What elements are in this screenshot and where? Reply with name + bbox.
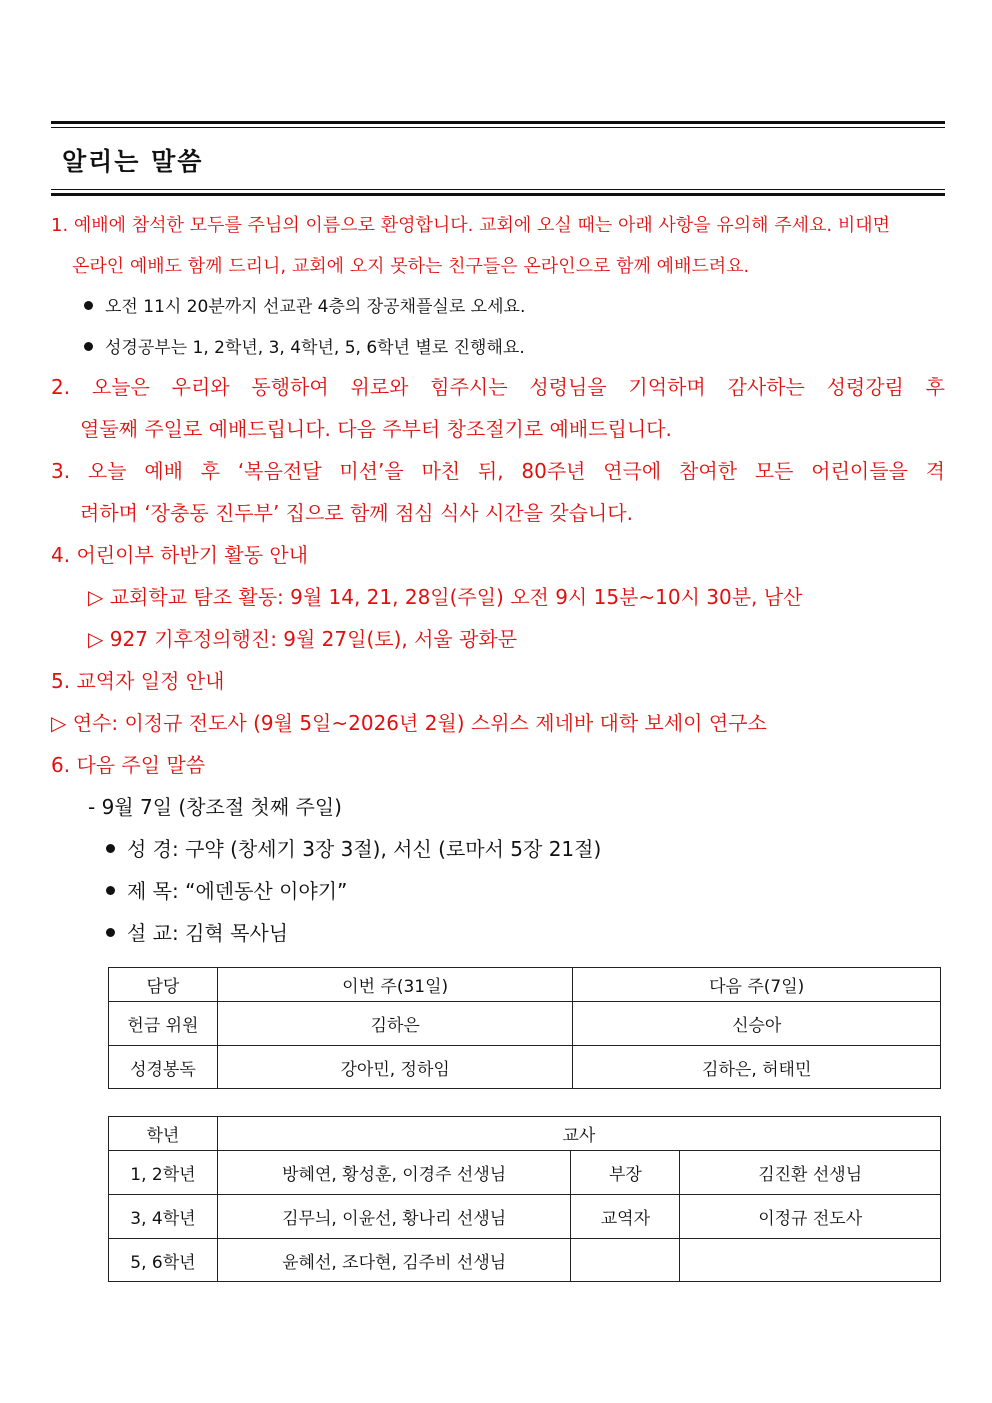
top-rule-thick bbox=[51, 121, 945, 124]
teacher-header-grade: 학년 bbox=[109, 1117, 218, 1151]
bullet-text: 성경공부는 1, 2학년, 3, 4학년, 5, 6학년 별로 진행해요. bbox=[105, 338, 525, 358]
notice-1-line-1: 1. 예배에 참석한 모두를 주님의 이름으로 환영합니다. 교회에 오실 때는 아래 사항을 유의해 주세요. 비대면 bbox=[51, 215, 891, 236]
bullet-text: 오전 11시 20분까지 선교관 4층의 장공채플실로 오세요. bbox=[105, 297, 526, 317]
duty-cell-this-week: 강아민, 정하임 bbox=[217, 1046, 573, 1089]
teacher-cell-role: 부장 bbox=[571, 1151, 680, 1195]
bullet-icon bbox=[84, 342, 93, 351]
notice-6-title: 6. 다음 주일 말씀 bbox=[51, 753, 206, 777]
duty-cell-role: 성경봉독 bbox=[109, 1046, 218, 1089]
teacher-cell-role: 교역자 bbox=[571, 1195, 680, 1239]
notice-4-sub-2: ▷ 927 기후정의행진: 9월 27일(토), 서울 광화문 bbox=[88, 627, 518, 651]
teacher-cell-person: 김진환 선생님 bbox=[680, 1151, 941, 1195]
teacher-cell-grade: 3, 4학년 bbox=[109, 1195, 218, 1239]
table-row bbox=[109, 1239, 941, 1282]
bullet-text: 설 교: 김혁 목사님 bbox=[127, 921, 289, 945]
teacher-cell-grade: 1, 2학년 bbox=[109, 1151, 218, 1195]
table-row bbox=[109, 1046, 941, 1089]
bullet-icon bbox=[106, 928, 115, 937]
table-row bbox=[109, 1151, 941, 1195]
next-sunday-date: - 9월 7일 (창조절 첫째 주일) bbox=[88, 795, 342, 819]
top-rule-thin bbox=[51, 127, 945, 128]
teacher-cell-person bbox=[680, 1239, 941, 1282]
notice-3-line-1: 3. 오늘 예배 후 ‘복음전달 미션’을 마친 뒤, 80주년 연극에 참여한 모든 어린이들을 격 bbox=[51, 459, 945, 483]
table-row bbox=[109, 1002, 941, 1046]
duty-table bbox=[108, 967, 941, 1089]
duty-table-header-row bbox=[109, 968, 941, 1002]
duty-cell-next-week: 신승아 bbox=[573, 1002, 941, 1046]
notice-1-bullet-2 bbox=[84, 334, 525, 362]
page-title: 알리는 말씀 bbox=[62, 147, 204, 176]
notice-3-line-2: 려하며 ‘장충동 진두부’ 집으로 함께 점심 식사 시간을 갖습니다. bbox=[80, 501, 633, 525]
notice-1-bullet-1 bbox=[84, 293, 525, 321]
next-sunday-bible bbox=[106, 835, 601, 863]
duty-header-next-week: 다음 주(7일) bbox=[573, 968, 941, 1002]
bottom-rule-thick bbox=[51, 193, 945, 196]
duty-header-this-week: 이번 주(31일) bbox=[217, 968, 573, 1002]
notice-5-sub-1: ▷ 연수: 이정규 전도사 (9월 5일~2026년 2월) 스위스 제네바 대학 보세이 연구소 bbox=[51, 711, 767, 735]
notice-5-title: 5. 교역자 일정 안내 bbox=[51, 669, 225, 693]
teacher-table bbox=[108, 1116, 941, 1282]
bullet-icon bbox=[106, 844, 115, 853]
teacher-cell-role bbox=[571, 1239, 680, 1282]
bullet-icon bbox=[84, 301, 93, 310]
notice-4-title: 4. 어린이부 하반기 활동 안내 bbox=[51, 543, 309, 567]
notice-2-line-1: 2. 오늘은 우리와 동행하여 위로와 힘주시는 성령님을 기억하며 감사하는 성령강림 후 bbox=[51, 375, 945, 399]
bullet-text: 제 목: “에덴동산 이야기” bbox=[127, 879, 348, 903]
bottom-rule-thin bbox=[51, 189, 945, 190]
teacher-cell-grade: 5, 6학년 bbox=[109, 1239, 218, 1282]
teacher-table-header-row bbox=[109, 1117, 941, 1151]
bullet-icon bbox=[106, 886, 115, 895]
next-sunday-topic bbox=[106, 877, 347, 905]
teacher-cell-teachers: 윤혜선, 조다현, 김주비 선생님 bbox=[217, 1239, 571, 1282]
teacher-cell-teachers: 방혜연, 황성훈, 이경주 선생님 bbox=[217, 1151, 571, 1195]
next-sunday-preacher bbox=[106, 919, 288, 947]
duty-header-role: 담당 bbox=[109, 968, 218, 1002]
table-row bbox=[109, 1195, 941, 1239]
teacher-cell-teachers: 김무늬, 이윤선, 황나리 선생님 bbox=[217, 1195, 571, 1239]
duty-cell-next-week: 김하은, 허태민 bbox=[573, 1046, 941, 1089]
duty-cell-this-week: 김하은 bbox=[217, 1002, 573, 1046]
notice-2-line-2: 열둘째 주일로 예배드립니다. 다음 주부터 창조절기로 예배드립니다. bbox=[80, 417, 672, 441]
notice-4-sub-1: ▷ 교회학교 탐조 활동: 9월 14, 21, 28일(주일) 오전 9시 15분~10시 30분, 남산 bbox=[88, 585, 803, 609]
notice-1-line-2: 온라인 예배도 함께 드리니, 교회에 오지 못하는 친구들은 온라인으로 함께 예배드려요. bbox=[72, 256, 750, 277]
duty-cell-role: 헌금 위원 bbox=[109, 1002, 218, 1046]
bullet-text: 성 경: 구약 (창세기 3장 3절), 서신 (로마서 5장 21절) bbox=[127, 837, 602, 861]
teacher-header-teachers: 교사 bbox=[217, 1117, 940, 1151]
teacher-cell-person: 이정규 전도사 bbox=[680, 1195, 941, 1239]
